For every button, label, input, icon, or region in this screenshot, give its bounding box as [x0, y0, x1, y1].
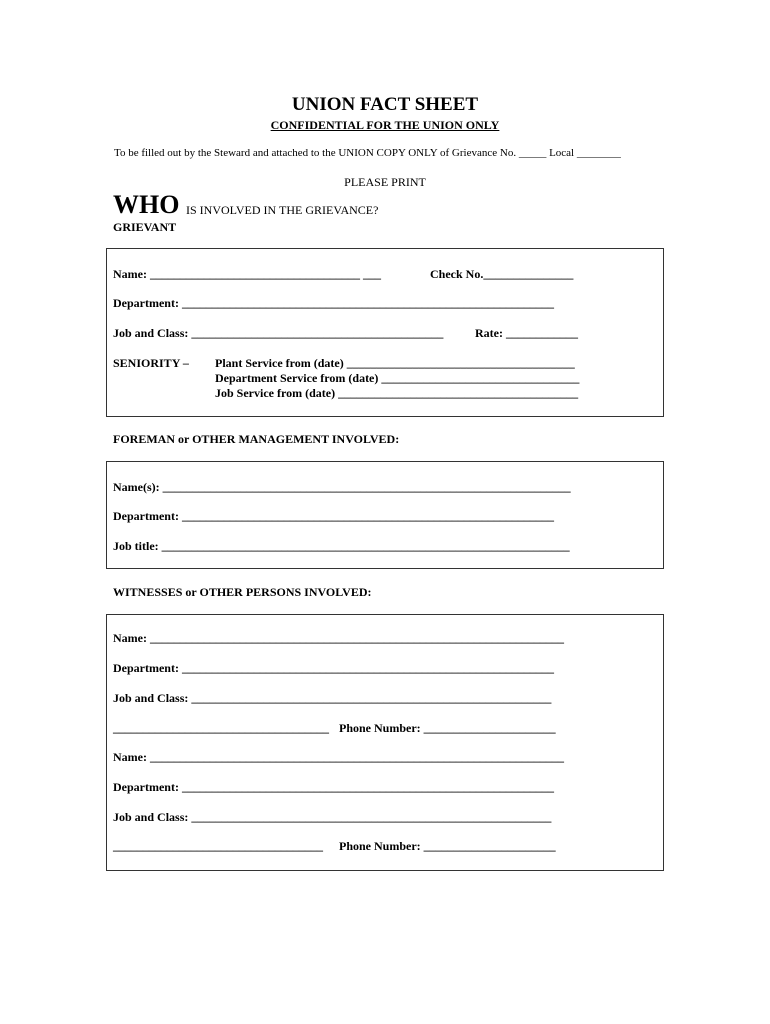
seniority-label: SENIORITY –: [113, 356, 189, 370]
witness2-name-field[interactable]: Name: _____________________________________________________________________: [113, 750, 564, 764]
witness1-blank-field[interactable]: ____________________________________: [113, 721, 329, 735]
please-print-label: PLEASE PRINT: [344, 175, 426, 189]
who-heading-rest: IS INVOLVED IN THE GRIEVANCE?: [186, 203, 379, 217]
witness2-job-class-field[interactable]: Job and Class: ____________________________________________________________: [113, 810, 552, 824]
grievant-job-class-field[interactable]: Job and Class: __________________________________________: [113, 326, 444, 340]
foreman-job-title-field[interactable]: Job title: ____________________________________________________________________: [113, 539, 570, 553]
confidential-subtitle: CONFIDENTIAL FOR THE UNION ONLY: [270, 118, 500, 132]
witness1-department-field[interactable]: Department: ______________________________________________________________: [113, 661, 554, 675]
grievant-name-field[interactable]: Name: ___________________________________ ___: [113, 267, 381, 281]
foreman-heading: FOREMAN or OTHER MANAGEMENT INVOLVED:: [113, 432, 400, 446]
witnesses-box: [106, 614, 664, 871]
who-heading: WHO: [113, 190, 180, 219]
department-service-field[interactable]: Department Service from (date) _________________________________: [215, 371, 580, 385]
job-service-field[interactable]: Job Service from (date) ________________________________________: [215, 386, 579, 400]
witness1-job-class-field[interactable]: Job and Class: ____________________________________________________________: [113, 691, 552, 705]
witness1-phone-field[interactable]: Phone Number: ______________________: [339, 721, 556, 735]
grievant-rate-field[interactable]: Rate: ____________: [475, 326, 578, 340]
instructions-text: To be filled out by the Steward and attached to the UNION COPY ONLY of Grievance No. _____ Local ________: [114, 147, 621, 159]
witness2-blank-field[interactable]: ___________________________________: [113, 839, 323, 853]
grievant-heading: GRIEVANT: [113, 220, 177, 234]
witnesses-heading: WITNESSES or OTHER PERSONS INVOLVED:: [113, 585, 372, 599]
witness2-phone-field[interactable]: Phone Number: ______________________: [339, 839, 556, 853]
plant-service-field[interactable]: Plant Service from (date) ______________________________________: [215, 356, 575, 370]
page-title: UNION FACT SHEET: [291, 94, 479, 115]
foreman-department-field[interactable]: Department: ______________________________________________________________: [113, 509, 554, 523]
witness2-department-field[interactable]: Department: ______________________________________________________________: [113, 780, 554, 794]
grievant-check-no-field[interactable]: Check No._______________: [430, 267, 574, 281]
grievant-department-field[interactable]: Department: ______________________________________________________________: [113, 296, 554, 310]
witness1-name-field[interactable]: Name: _____________________________________________________________________: [113, 631, 564, 645]
foreman-names-field[interactable]: Name(s): ____________________________________________________________________: [113, 480, 571, 494]
